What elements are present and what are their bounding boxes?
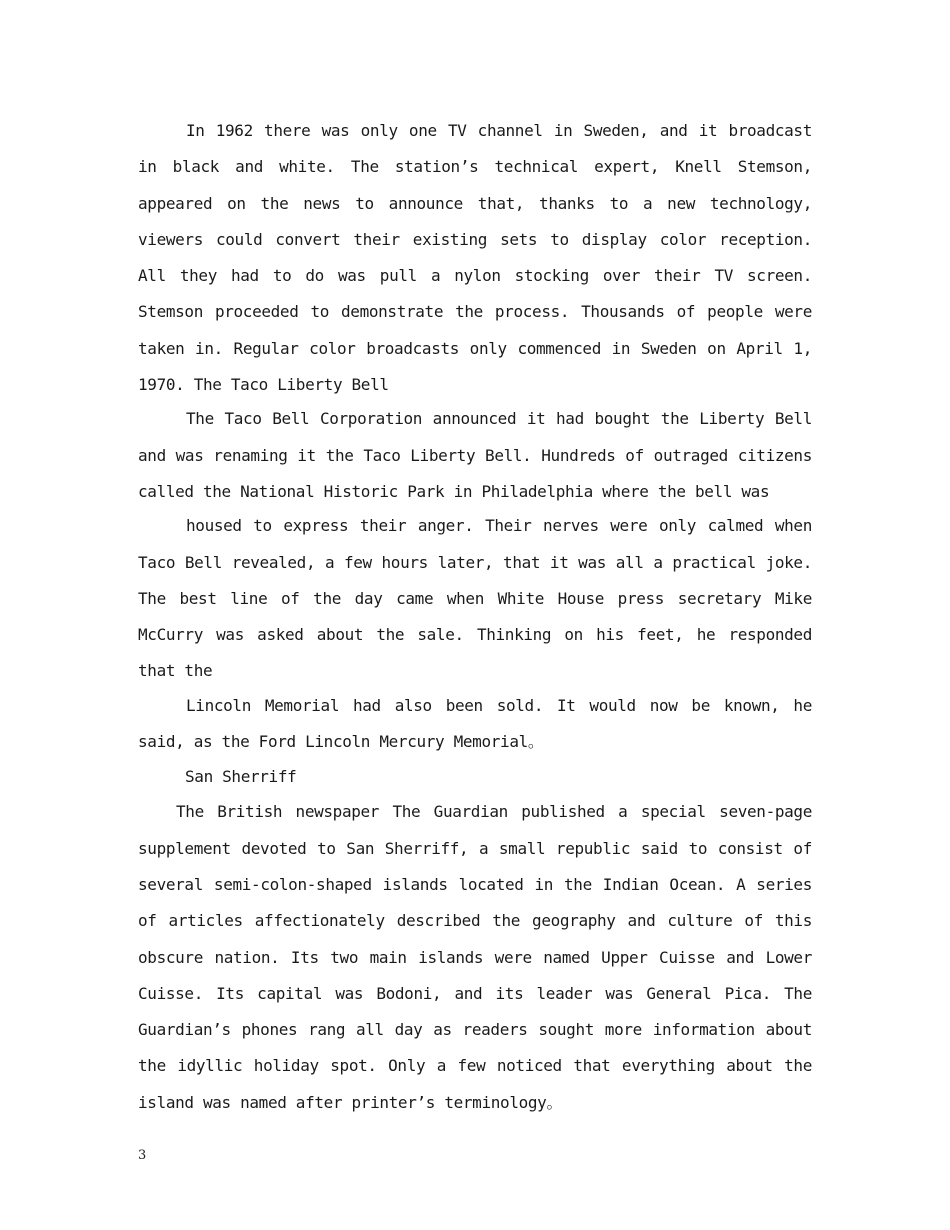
document-page <box>138 113 812 1121</box>
paragraph-sweden-tv: In 1962 there was only one TV channel in Sweden, and it broadcast in black and white. The station’s technical expert, Knell Stemson, appeared on the news to announce that, thanks to a new technology, viewers could convert their existing sets to display color reception. All they had to do was pull a nylon stocking over their TV screen. Stemson proceeded to demonstrate the process. Thousands of people were taken in. Regular color broadcasts only commenced in Sweden on April 1, 1970. The Taco Liberty Bell <box>138 121 812 395</box>
heading-san-sherriff: San Sherriff <box>185 767 297 787</box>
page-number: 3 <box>138 1148 147 1163</box>
paragraph-taco-bell-continued: housed to express their anger. Their nerves were only calmed when Taco Bell revealed, a few hours later, that it was all a practical joke. The best line of the day came when White House press secretary Mike McCurry was asked about the sale. Thinking on his feet, he responded that the <box>138 516 812 681</box>
paragraph-san-sherriff: The British newspaper The Guardian published a special seven-page supplement devoted to San Sherriff, a small republic said to consist of several semi-colon-shaped islands located in the Indian Ocean. A series of articles affectionately described the geography and culture of this obscure nation. Its two main islands were named Upper Cuisse and Lower Cuisse. Its capital was Bodoni, and its leader was General Pica. The Guardian’s phones rang all day as readers sought more information about the idyllic holiday spot. Only a few noticed that everything about the island was named after printer’s terminology。 <box>138 802 812 1112</box>
paragraph-lincoln-memorial: Lincoln Memorial had also been sold. It would now be known, he said, as the Ford Lincoln Mercury Memorial。 <box>138 695 812 752</box>
paragraph-taco-bell: The Taco Bell Corporation announced it had bought the Liberty Bell and was renaming it the Taco Liberty Bell. Hundreds of outraged citizens called the National Historic Park in Philadelphia where the bell was <box>138 409 812 501</box>
